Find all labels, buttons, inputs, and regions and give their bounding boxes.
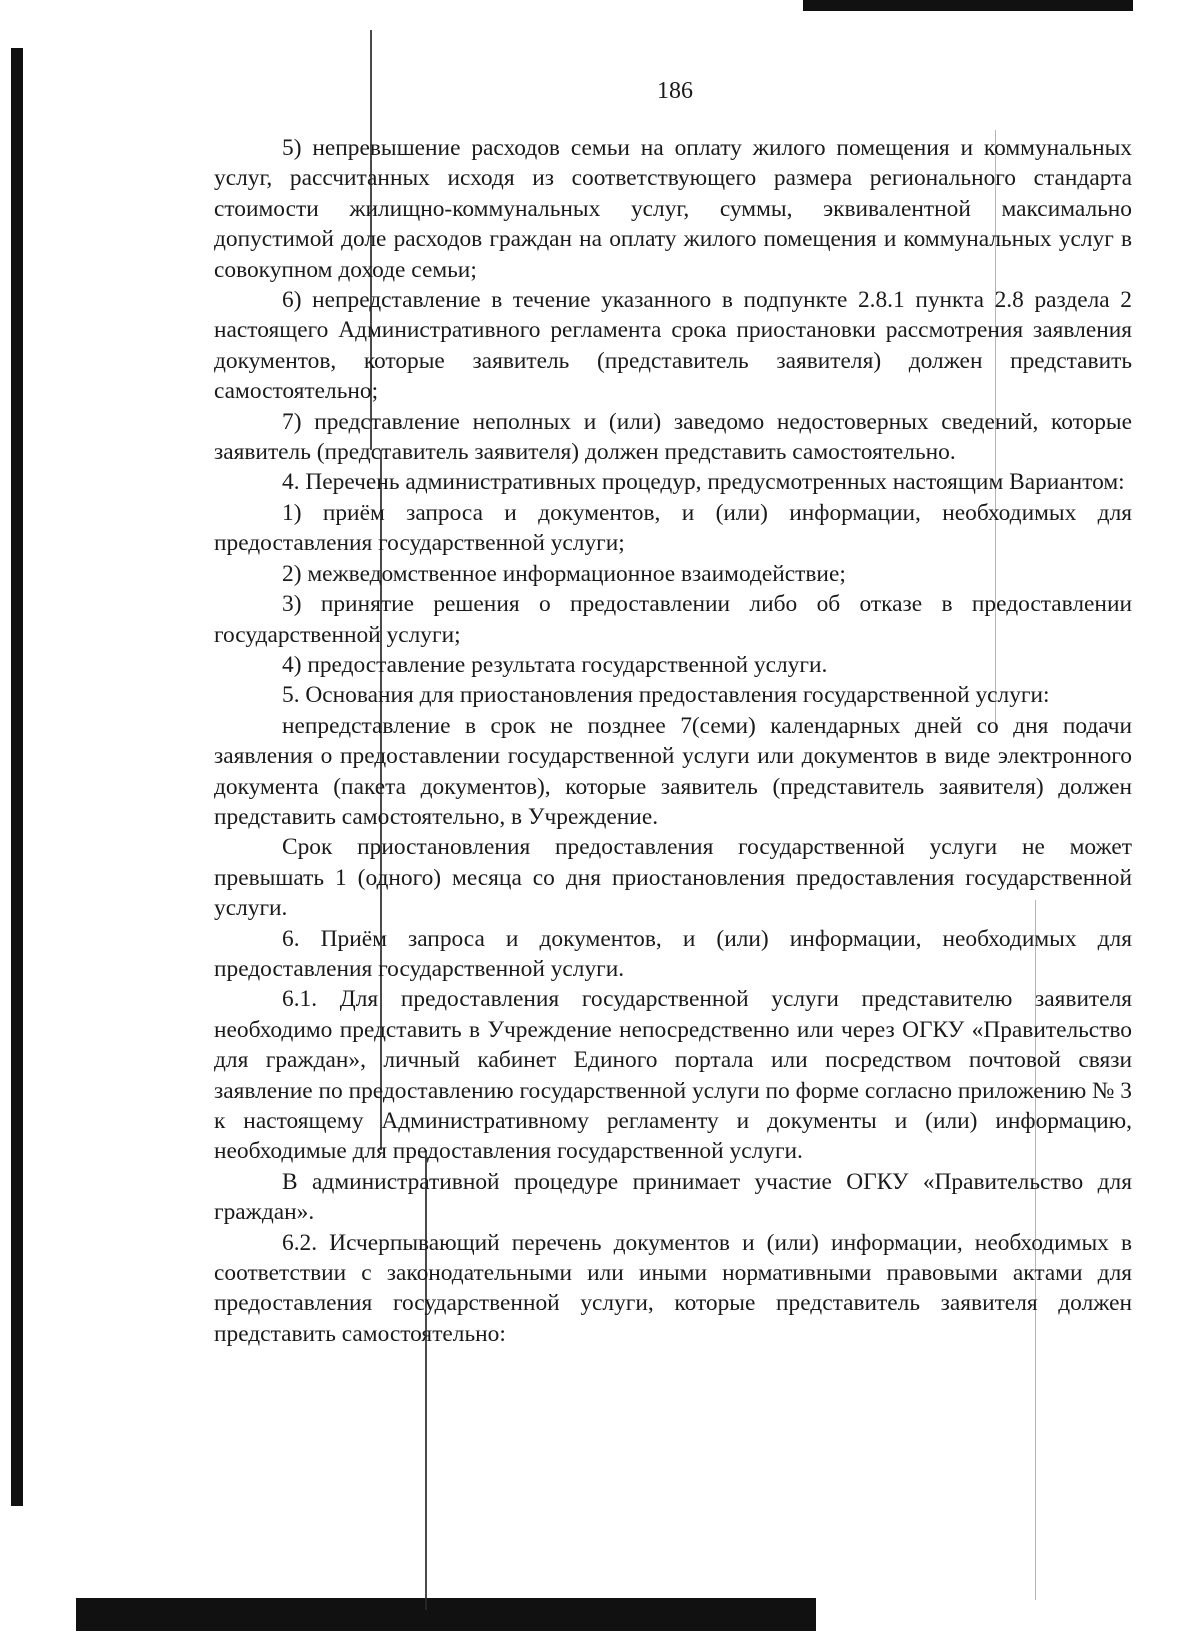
paragraph: 3) принятие решения о предоставлении либо об отказе в предоставлении государственной услуги; bbox=[214, 591, 1132, 648]
scan-border-left bbox=[11, 48, 23, 1506]
document-body bbox=[214, 133, 1132, 1349]
paragraph: 4) предоставление результата государственной услуги. bbox=[282, 651, 828, 678]
paragraph: 6.1. Для предоставления государственной услуги представителю заявителя необходимо представить в Учреждение непосредственно или через ОГКУ «Правительство для граждан», личный кабинет Единого портала или посредством почтовой связи заявление по предоставлению государственной услуги по форме согласно приложению № 3 к настоящему Административному регламенту и документы и (или) информацию, необходимые для предоставления государственной услуги. bbox=[214, 986, 1132, 1165]
paragraph: 7) представление неполных и (или) заведомо недостоверных сведений, которые заявитель (представитель заявителя) должен представить самостоятельно. bbox=[214, 408, 1132, 466]
paragraph: 6.2. Исчерпывающий перечень документов и (или) информации, необходимых в соответствии с законодательными или иными нормативными правовыми актами для предоставления государственной услуги, которые представитель заявителя должен представить самостоятельно: bbox=[214, 1229, 1132, 1347]
paragraph: 6. Приём запроса и документов, и (или) информации, необходимых для предоставления государственной услуги. bbox=[214, 925, 1132, 982]
paragraph: В административной процедуре принимает участие ОГКУ «Правительство для граждан». bbox=[214, 1168, 1132, 1226]
paragraph: 1) приём запроса и документов, и (или) информации, необходимых для предоставления государственной услуги; bbox=[214, 499, 1132, 557]
scan-border-bottom bbox=[76, 1598, 816, 1631]
paragraph: Срок приостановления предоставления государственной услуги не может превышать 1 (одного) месяца со дня приостановления предоставления государственной услуги. bbox=[214, 834, 1132, 922]
scan-border-top bbox=[803, 0, 1133, 11]
paragraph: 4. Перечень административных процедур, предусмотренных настоящим Вариантом: bbox=[282, 469, 1125, 496]
paragraph: 2) межведомственное информационное взаимодействие; bbox=[282, 560, 846, 587]
paragraph: непредставление в срок не позднее 7(семи) календарных дней со дня подачи заявления о предоставлении государственной услуги или документов в виде электронного документа (пакета документов), которые заявитель (представитель заявителя) должен представить самостоятельно, в Учреждение. bbox=[214, 712, 1132, 830]
paragraph: 6) непредставление в течение указанного в подпункте 2.8.1 пункта 2.8 раздела 2 настоящего Административного регламента срока приостановки рассмотрения заявления документов, которые заявитель (представитель заявителя) должен представить самостоятельно; bbox=[214, 287, 1132, 405]
paragraph: 5. Основания для приостановления предоставления государственной услуги: bbox=[282, 682, 1050, 709]
paragraph: 5) непревышение расходов семьи на оплату жилого помещения и коммунальных услуг, рассчитанных исходя из соответствующего размера регионального стандарта стоимости жилищно-коммунальных услуг, суммы, эквивалентной максимально допустимой доле расходов граждан на оплату жилого помещения и коммунальных услуг в совокупном доходе семьи; bbox=[214, 135, 1132, 283]
page-number: 186 bbox=[657, 78, 693, 104]
